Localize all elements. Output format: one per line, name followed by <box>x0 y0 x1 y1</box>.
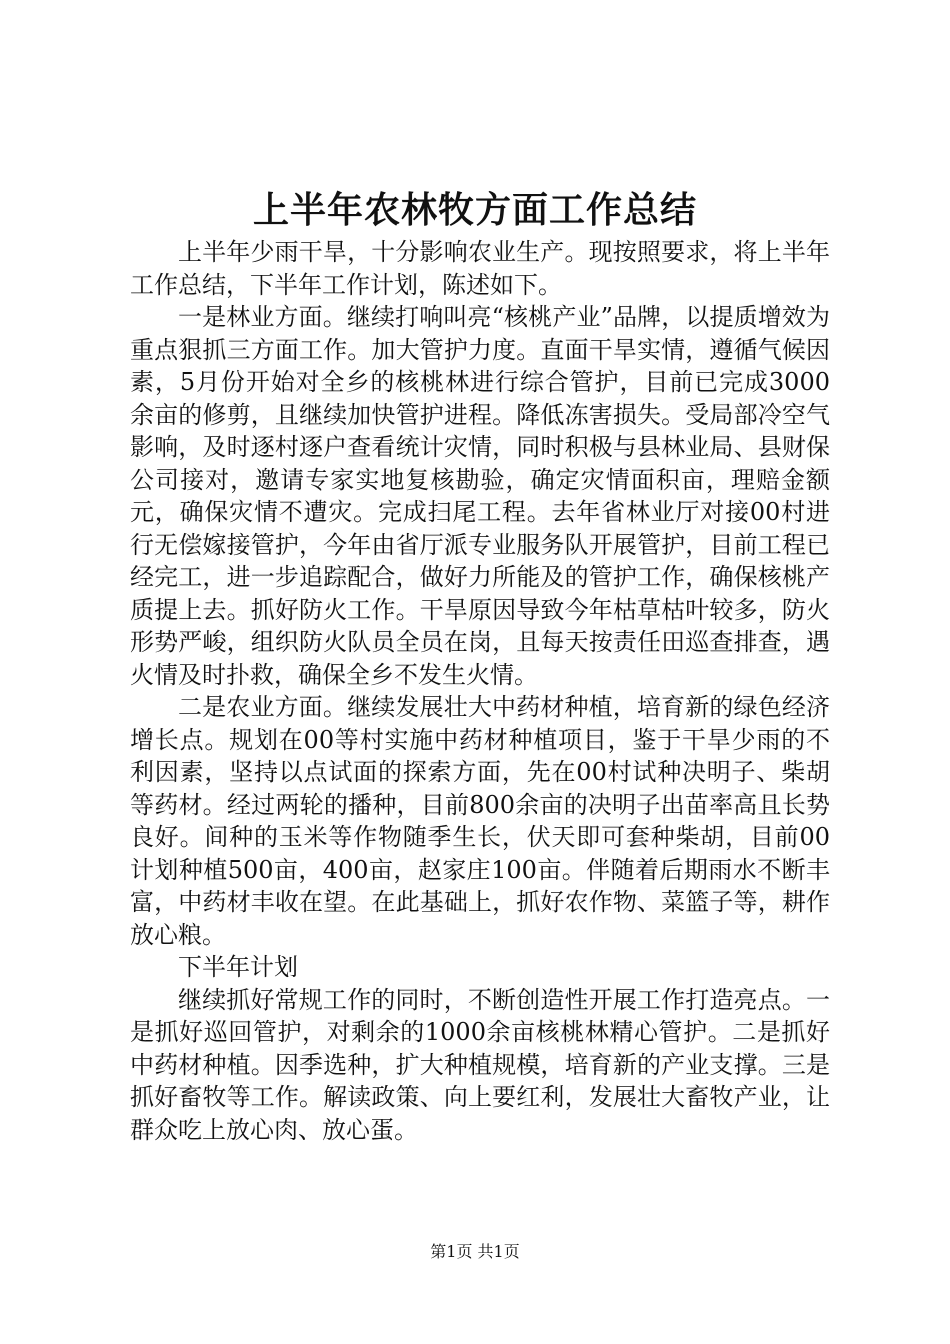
paragraph-forestry: 一是林业方面。继续打响叫亮“核桃产业”品牌，以提质增效为重点狠抓三方面工作。加大管护力度。直面干旱实情，遵循气候因素，5月份开始对全乡的核桃林进行综合管护，目前已完成3000余亩的修剪，且继续加快管护进程。降低冻害损失。受局部冷空气影响，及时逐村逐户查看统计灾情，同时积极与县林业局、县财保公司接对，邀请专家实地复核勘验，确定灾情面积亩，理赔金额元，确保灾情不遭灾。完成扫尾工程。去年省林业厅对接00村进行无偿嫁接管护，今年由省厅派专业服务队开展管护，目前工程已经完工，进一步追踪配合，做好力所能及的管护工作，确保核桃产质提上去。抓好防火工作。干旱原因导致今年枯草枯叶较多，防火形势严峻，组织防火队员全员在岗，且每天按责任田巡查排查，遇火情及时扑救，确保全乡不发生火情。 <box>130 303 830 689</box>
document-title: 上半年农林牧方面工作总结 <box>252 190 697 231</box>
page-footer: 第1页 共1页 <box>430 1242 520 1261</box>
paragraph-plan: 继续抓好常规工作的同时，不断创造性开展工作打造亮点。一是抓好巡回管护，对剩余的1000余亩核桃林精心管护。二是抓好中药材种植。因季选种，扩大种植规模，培育新的产业支撑。三是抓好畜牧等工作。解读政策、向上要红利，发展壮大畜牧产业，让群众吃上放心肉、放心蛋。 <box>130 985 830 1144</box>
paragraph-intro: 上半年少雨干旱，十分影响农业生产。现按照要求，将上半年工作总结，下半年工作计划，陈述如下。 <box>130 238 830 299</box>
section-heading-plan: 下半年计划 <box>178 953 298 981</box>
paragraph-agriculture: 二是农业方面。继续发展壮大中药材种植，培育新的绿色经济增长点。规划在00等村实施中药材种植项目，鉴于干旱少雨的不利因素，坚持以点试面的探索方面，先在00村试种决明子、柴胡等药材。经过两轮的播种，目前800余亩的决明子出苗率高且长势良好。间种的玉米等作物随季生长，伏天即可套种柴胡，目前00计划种植500亩，400亩，赵家庄100亩。伴随着后期雨水不断丰富，中药材丰收在望。在此基础上，抓好农作物、菜篮子等，耕作放心粮。 <box>130 693 830 949</box>
document-body <box>130 236 830 1146</box>
